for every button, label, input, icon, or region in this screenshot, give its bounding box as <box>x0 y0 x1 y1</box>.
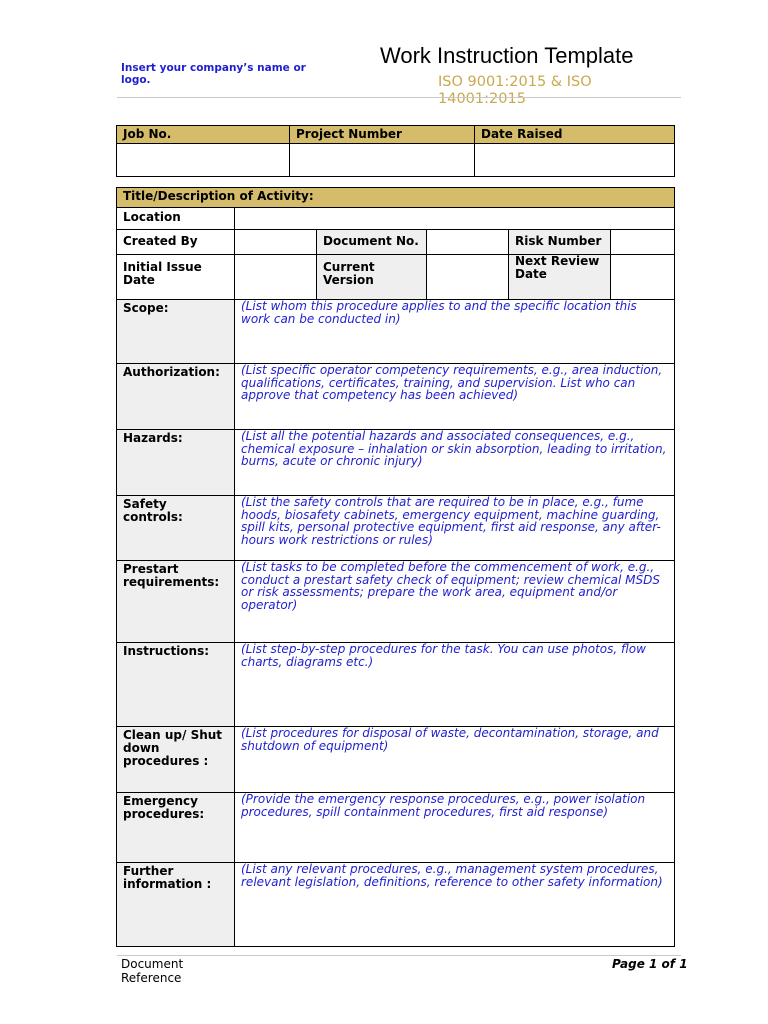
authorization-field[interactable]: (List specific operator competency requirements, e.g., area induction, qualifications, certificates, training, and supervision. List who can approve that competency has been achieved) <box>235 364 675 430</box>
title-description-header: Title/Description of Activity: <box>117 188 675 208</box>
job-info-table <box>116 125 675 177</box>
hazards-field[interactable]: (List all the potential hazards and associated consequences, e.g., chemical exposure – inhalation or skin absorption, leading to irritation, burns, acute or chronic injury) <box>235 430 675 496</box>
prestart-requirements-field[interactable]: (List tasks to be completed before the commencement of work, e.g., conduct a prestart safety check of equipment; review chemical MSDS or risk assessments; prepare the work area, equipment and/or operator) <box>235 561 675 643</box>
further-information-label: Further information : <box>117 863 235 947</box>
current-version-field[interactable] <box>427 255 509 300</box>
document-no-field[interactable] <box>427 230 509 255</box>
job-no-field[interactable] <box>117 144 290 177</box>
prestart-requirements-label: Prestart requirements: <box>117 561 235 643</box>
header-divider <box>117 97 681 98</box>
footer-divider <box>117 955 681 956</box>
emergency-procedures-label: Emergency procedures: <box>117 793 235 863</box>
hazards-label: Hazards: <box>117 430 235 496</box>
scope-field[interactable]: (List whom this procedure applies to and the specific location this work can be conducted in) <box>235 300 675 364</box>
instructions-field[interactable]: (List step-by-step procedures for the task. You can use photos, flow charts, diagrams etc.) <box>235 643 675 727</box>
initial-issue-date-label: Initial Issue Date <box>117 255 235 300</box>
further-information-field[interactable]: (List any relevant procedures, e.g., management system procedures, relevant legislation, definitions, reference to other safety information) <box>235 863 675 947</box>
footer-page-number: Page 1 of 1 <box>612 957 688 971</box>
footer-document-reference: Document Reference <box>121 957 184 985</box>
safety-controls-field[interactable]: (List the safety controls that are required to be in place, e.g., fume hoods, biosafety cabinets, emergency equipment, machine guarding, spill kits, personal protective equipment, first aid response, any after-hours work restrictions or rules) <box>235 496 675 561</box>
location-field[interactable] <box>235 208 675 230</box>
date-raised-header: Date Raised <box>475 126 675 144</box>
authorization-label: Authorization: <box>117 364 235 430</box>
emergency-procedures-field[interactable]: (Provide the emergency response procedures, e.g., power isolation procedures, spill containment procedures, first aid response) <box>235 793 675 863</box>
location-label: Location <box>117 208 235 230</box>
project-number-header: Project Number <box>290 126 475 144</box>
risk-number-label: Risk Number <box>509 230 611 255</box>
next-review-date-label: Next Review Date <box>509 255 611 300</box>
document-subtitle: ISO 9001:2015 & ISO 14001:2015 <box>438 74 592 107</box>
current-version-label: Current Version <box>317 255 427 300</box>
project-number-field[interactable] <box>290 144 475 177</box>
initial-issue-date-field[interactable] <box>235 255 317 300</box>
risk-number-field[interactable] <box>611 230 675 255</box>
clean-up-label: Clean up/ Shut down procedures : <box>117 727 235 793</box>
clean-up-field[interactable]: (List procedures for disposal of waste, decontamination, storage, and shutdown of equipment) <box>235 727 675 793</box>
scope-label: Scope: <box>117 300 235 364</box>
date-raised-field[interactable] <box>475 144 675 177</box>
activity-table <box>116 187 675 947</box>
document-title: Work Instruction Template <box>380 43 634 68</box>
company-name-placeholder: Insert your company’s name or logo. <box>121 62 306 86</box>
next-review-date-field[interactable] <box>611 255 675 300</box>
created-by-field[interactable] <box>235 230 317 255</box>
safety-controls-label: Safety controls: <box>117 496 235 561</box>
instructions-label: Instructions: <box>117 643 235 727</box>
document-no-label: Document No. <box>317 230 427 255</box>
created-by-label: Created By <box>117 230 235 255</box>
job-no-header: Job No. <box>117 126 290 144</box>
